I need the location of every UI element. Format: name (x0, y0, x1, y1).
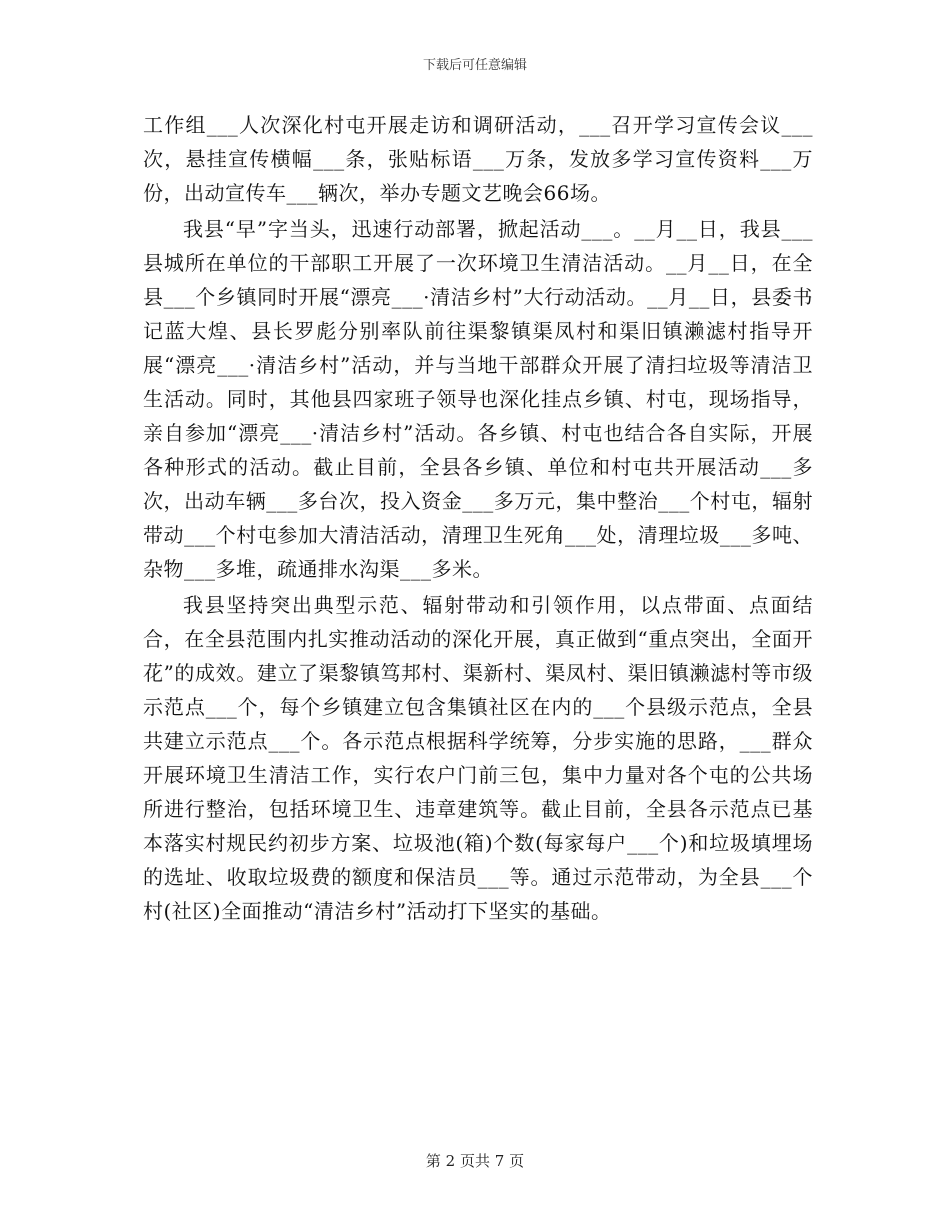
paragraph-2: 我县“早”字当头，迅速行动部署，掀起活动___。__月__日，我县___县城所在单位的干部职工开展了一次环境卫生清洁活动。__月__日，在全县___个乡镇同时开展“漂亮___·清洁乡村”大行动活动。__月__日，县委书记蓝大煌、县长罗彪分别率队前往渠黎镇渠凤村和渠旧镇濑滤村指导开展“漂亮___·清洁乡村”活动，并与当地干部群众开展了清扫垃圾等清洁卫生活动。同时，其他县四家班子领导也深化挂点乡镇、村屯，现场指导，亲自参加“漂亮___·清洁乡村”活动。各乡镇、村屯也结合各自实际，开展各种形式的活动。截止目前，全县各乡镇、单位和村屯共开展活动___多次，出动车辆___多台次，投入资金___多万元，集中整治___个村屯，辐射带动___个村屯参加大清洁活动，清理卫生死角___处，清理垃圾___多吨、杂物___多堆，疏通排水沟渠___多米。 (143, 217, 813, 581)
document-body (143, 108, 813, 928)
page-footer: 第 2 页共 7 页 (425, 1152, 525, 1170)
paragraph-1: 工作组___人次深化村屯开展走访和调研活动，___召开学习宣传会议___次，悬挂宣传横幅___条，张贴标语___万条，发放多学习宣传资料___万份，出动宣传车___辆次，举办专题文艺晚会66场。 (143, 113, 813, 205)
page-header: 下载后可任意编辑 (422, 58, 527, 73)
paragraph-3: 我县坚持突出典型示范、辐射带动和引领作用，以点带面、点面结合，在全县范围内扎实推动活动的深化开展，真正做到“重点突出，全面开花”的成效。建立了渠黎镇笃邦村、渠新村、渠凤村、渠旧镇濑滤村等市级示范点___个，每个乡镇建立包含集镇社区在内的___个县级示范点，全县共建立示范点___个。各示范点根据科学统筹，分步实施的思路，___群众开展环境卫生清洁工作，实行农户门前三包，集中力量对各个屯的公共场所进行整治，包括环境卫生、违章建筑等。截止目前，全县各示范点已基本落实村规民约初步方案、垃圾池(箱)个数(每家每户___个)和垃圾填埋场的选址、收取垃圾费的额度和保洁员___等。通过示范带动，为全县___个村(社区)全面推动“清洁乡村”活动打下坚实的基础。 (143, 593, 813, 923)
